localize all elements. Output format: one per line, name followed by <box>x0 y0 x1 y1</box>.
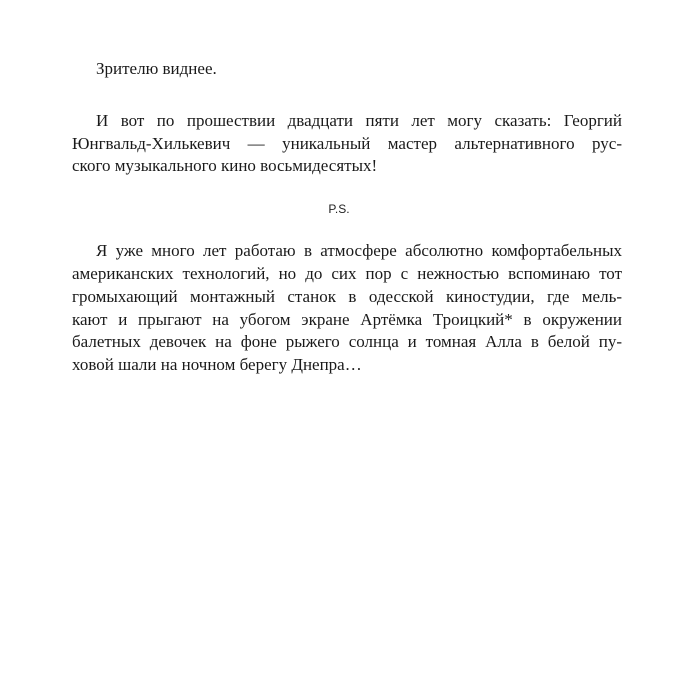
paragraph-yungvald-khilkevich <box>48 110 622 178</box>
text-line: американских технологий, но до сих пор с нежностью вспоминаю тот <box>72 263 622 283</box>
document-page <box>48 58 622 377</box>
text-line: ского музыкального кино восьмидесятых! <box>72 156 378 176</box>
text-line: балетных девочек на фоне рыжего солнца и томная Алла в белой пу- <box>72 332 622 352</box>
text-line: кают и прыгают на убогом экране Артёмка Троицкий* в окружении <box>72 309 622 329</box>
text-line: Юнгвальд-Хилькевич — уникальный мастер альтернативного рус- <box>72 133 622 153</box>
text-line: Я уже много лет работаю в атмосфере абсолютно комфортабельных <box>96 241 622 261</box>
text-line: громыхающий монтажный станок в одесской киностудии, где мель- <box>72 286 622 306</box>
text-line: Зрителю виднее. <box>96 59 217 78</box>
section-gap <box>48 178 622 198</box>
paragraph-gap <box>48 81 622 110</box>
text-line: ховой шали на ночном берегу Днепра… <box>72 355 362 375</box>
section-gap <box>48 220 622 240</box>
paragraph-postscript <box>48 240 622 377</box>
paragraph-viewer-knows-better <box>48 58 622 81</box>
text-line: И вот по прошествии двадцати пяти лет могу сказать: Георгий <box>96 110 622 130</box>
ps-heading: P.S. <box>328 202 350 217</box>
